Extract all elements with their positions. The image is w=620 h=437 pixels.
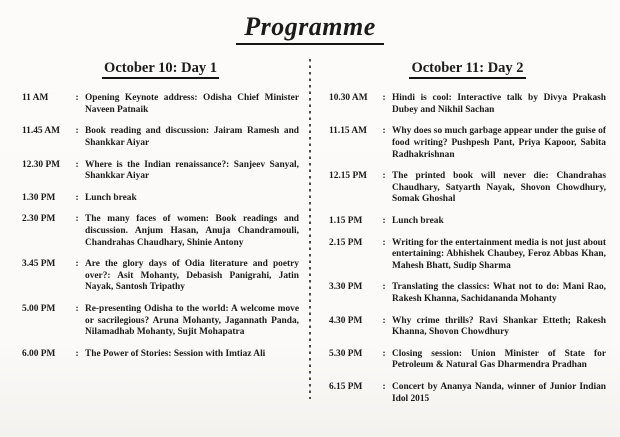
schedule-item: [329, 382, 606, 405]
item-description: Hindi is cool: Interactive talk by Divya Prakash Dubey and Nikhil Sachan: [392, 93, 606, 115]
schedule-item: [22, 193, 299, 205]
schedule-item: [329, 349, 606, 372]
item-description: Are the glory days of Odia literature and poetry over?: Asit Mohanty, Debasish Panigrahi, Jatin Nayak, Santosh Tripathy: [85, 259, 299, 293]
item-time: 3.30 PM: [329, 282, 363, 293]
item-description: Lunch break: [392, 216, 444, 227]
item-time: 6.00 PM: [22, 348, 56, 359]
item-separator: :: [75, 214, 79, 225]
page-title: Programme: [236, 13, 384, 45]
item-time: 11.45 AM: [22, 126, 61, 137]
item-description: Writing for the entertainment media is not just about entertaining: Abhishek Chaubey, Feroz Abbas Khan, Mahesh Bhatt, Sudip Sharma: [392, 237, 606, 271]
item-description: Lunch break: [85, 192, 137, 203]
item-separator: :: [75, 192, 79, 203]
item-description: Book reading and discussion: Jairam Ramesh and Shankkar Aiyar: [85, 126, 299, 149]
item-time: 6.15 PM: [329, 381, 363, 392]
item-time: 10.30 AM: [329, 93, 368, 104]
item-separator: :: [382, 126, 386, 137]
schedule-item: [329, 316, 606, 339]
item-separator: :: [382, 348, 386, 359]
schedule-item: [329, 238, 606, 273]
item-separator: :: [382, 381, 386, 392]
item-time: 11 AM: [22, 93, 49, 104]
item-separator: :: [382, 315, 386, 326]
item-time: 1.15 PM: [329, 216, 363, 227]
schedule-item: [22, 259, 299, 294]
item-description: The printed book will never die: Chandrahas Chaudhary, Satyarth Nayak, Shovon Chowdhury, Somak Ghoshal: [392, 171, 606, 205]
item-separator: :: [75, 259, 79, 270]
item-time: 12.30 PM: [22, 159, 61, 170]
item-time: 11.15 AM: [329, 126, 368, 137]
schedule-item: [22, 349, 299, 361]
day-1-items: [22, 93, 299, 360]
item-description: The many faces of women: Book readings and discussion. Anjum Hasan, Anuja Chandramouli, Chandrahas Chaudhary, Shinie Antony: [85, 214, 299, 248]
item-description: The Power of Stories: Session with Imtiaz Ali: [85, 348, 266, 359]
item-description: Translating the classics: What not to do: Mani Rao, Rakesh Khanna, Sachidananda Mohanty: [392, 282, 606, 304]
day-1-header: October 10: Day 1: [102, 60, 219, 80]
item-time: 1.30 PM: [22, 192, 56, 203]
day-column-2: [311, 57, 620, 417]
schedule-columns: [0, 57, 620, 417]
schedule-item: [329, 126, 606, 161]
item-separator: :: [382, 237, 386, 248]
item-description: Closing session: Union Minister of State for Petroleum & Natural Gas Dharmendra Pradhan: [392, 348, 606, 371]
schedule-item: [22, 93, 299, 116]
item-description: Re-presenting Odisha to the world: A welcome move or sacrilegious? Aruna Mohanty, Jagannath Panda, Nilamadhab Mohanty, Sujit Mohapatra: [85, 303, 299, 338]
item-description: Where is the Indian renaissance?: Sanjeev Sanyal, Shankkar Aiyar: [85, 159, 299, 182]
day-column-1: [0, 57, 309, 417]
item-separator: :: [382, 282, 386, 293]
schedule-item: [329, 93, 606, 116]
item-separator: :: [382, 93, 386, 104]
item-separator: :: [75, 93, 79, 104]
schedule-item: [329, 216, 606, 228]
schedule-item: [22, 304, 299, 339]
schedule-item: [329, 282, 606, 305]
day-2-items: [329, 93, 606, 405]
schedule-item: [22, 214, 299, 249]
item-time: 4.30 PM: [329, 315, 363, 326]
item-time: 5.00 PM: [22, 303, 56, 314]
item-description: Opening Keynote address: Odisha Chief Minister Naveen Patnaik: [85, 93, 299, 115]
item-separator: :: [382, 171, 386, 182]
schedule-item: [329, 171, 606, 206]
item-separator: :: [75, 159, 79, 170]
title-row: [0, 0, 620, 45]
schedule-item: [22, 126, 299, 149]
item-time: 3.45 PM: [22, 259, 56, 270]
item-time: 2.15 PM: [329, 237, 363, 248]
item-separator: :: [75, 348, 79, 359]
schedule-item: [22, 160, 299, 183]
item-time: 12.15 PM: [329, 171, 368, 182]
item-time: 2.30 PM: [22, 214, 56, 225]
item-time: 5.30 PM: [329, 348, 363, 359]
item-description: Why does so much garbage appear under the guise of food writing? Pushpesh Pant, Priya Kapoor, Sabita Radhakrishnan: [392, 126, 606, 160]
item-separator: :: [75, 303, 79, 314]
item-description: Why crime thrills? Ravi Shankar Etteth; Rakesh Khanna, Shovon Chowdhury: [392, 315, 606, 338]
item-description: Concert by Ananya Nanda, winner of Junior Indian Idol 2015: [392, 381, 606, 404]
item-separator: :: [75, 126, 79, 137]
item-separator: :: [382, 216, 386, 227]
day-2-header: October 11: Day 2: [409, 60, 525, 80]
